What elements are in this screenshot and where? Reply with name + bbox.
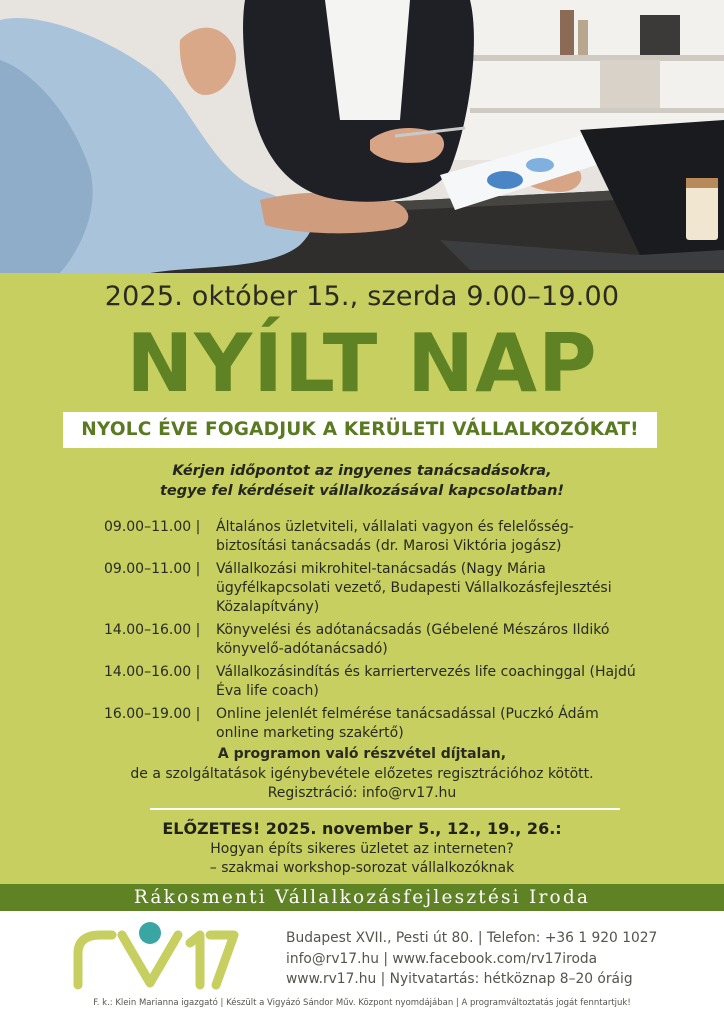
organization-band: Rákosmenti Vállalkozásfejlesztési Iroda (0, 884, 724, 911)
rv17-logo (70, 919, 240, 991)
schedule-description: Vállalkozási mikrohitel-tanácsadás (Nagy Mária ügyfélkapcsolati vezető, Budapesti Vállalkozásfejlesztési Közalapítvány) (216, 561, 612, 615)
preview-line: Hogyan építs sikeres üzletet az interneten? (210, 841, 514, 857)
schedule-time: 16.00–19.00 | (104, 706, 201, 722)
intro-line: Kérjen időpontot az ingyenes tanácsadásokra, (172, 463, 552, 479)
footer-note: F. k.: Klein Marianna igazgató | Készült a Vigyázó Sándor Műv. Központ nyomdájában | A programváltoztatás jogát fenntartjuk! (93, 998, 631, 1008)
event-subtitle: NYOLC ÉVE FOGADJUK A KERÜLETI VÁLLALKOZÓKAT! (63, 412, 657, 448)
preview-title: ELŐZETES! 2025. november 5., 12., 19., 26.: (162, 819, 562, 838)
event-title: NYÍLT NAP (126, 317, 598, 410)
schedule-time: 14.00–16.00 | (104, 664, 201, 680)
contact-info (286, 928, 657, 990)
contact-email-facebook: info@rv17.hu | www.facebook.com/rv17iroda (286, 950, 598, 967)
schedule-time: 09.00–11.00 | (104, 519, 201, 535)
participation-free-line: A programon való részvétel díjtalan, (217, 746, 507, 762)
schedule-description: Vállalkozásindítás és karriertervezés life coachinggal (Hajdú Éva life coach) (216, 664, 636, 699)
schedule-description: Könyvelési és adótanácsadás (Gébelené Mészáros Ildikó könyvelő-adótanácsadó) (216, 622, 610, 657)
schedule-row (104, 705, 644, 743)
event-date: 2025. október 15., szerda 9.00–19.00 (104, 281, 620, 312)
schedule-row (104, 560, 644, 617)
contact-address-phone: Budapest XVII., Pesti út 80. | Telefon: +36 1 920 1027 (286, 930, 658, 946)
participation-registration-note: de a szolgáltatások igénybevétele előzetes regisztrációhoz kötött. (130, 765, 594, 782)
schedule-time: 14.00–16.00 | (104, 622, 201, 638)
registration-email: Regisztráció: info@rv17.hu (267, 785, 457, 801)
schedule-row (104, 663, 644, 701)
schedule-row (104, 518, 644, 556)
intro-line: tegye fel kérdéseit vállalkozásával kapcsolatban! (159, 483, 565, 499)
schedule-list (104, 518, 644, 747)
preview-line: – szakmai workshop-sorozat vállalkozóknak (209, 859, 515, 876)
contact-web-hours: www.rv17.hu | Nyitvatartás: hétköznap 8–20 óráig (286, 971, 633, 987)
schedule-row (104, 621, 644, 659)
schedule-description: Általános üzletviteli, vállalati vagyon és felelősség-biztosítási tanácsadás (dr. Marosi Viktória jogász) (216, 519, 574, 554)
meeting-photo-illustration (0, 0, 724, 273)
participation-info (0, 745, 724, 804)
header-photo (0, 0, 724, 273)
schedule-description: Online jelenlét felmérése tanácsadással (Puczkó Ádám online marketing szakértő) (216, 706, 599, 741)
preview-section (0, 818, 724, 877)
intro-text (0, 461, 724, 501)
schedule-time: 09.00–11.00 | (104, 561, 201, 577)
section-divider (150, 808, 620, 810)
